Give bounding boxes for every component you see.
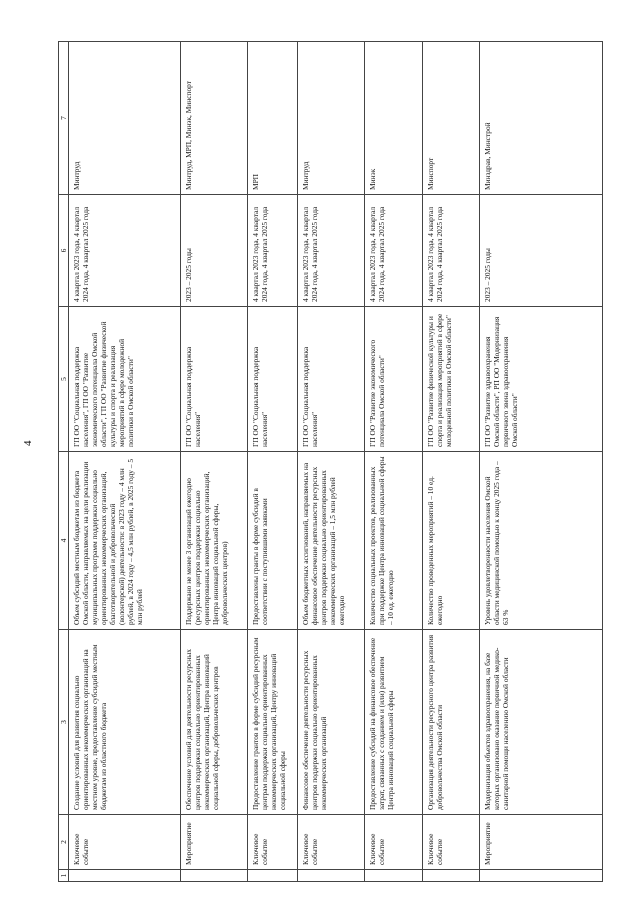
table-cell: Поддержано не менее 3 организаций ежегодно (ресурсных центров поддержки социально ориентированных некоммерческих организаций, Центра инноваций социальной сферы, добровольческих центров)	[181, 452, 248, 630]
table-cell: 4 квартал 2023 года, 4 квартал 2024 года, 4 квартал 2025 года	[298, 195, 365, 307]
table-cell: ГП ОО "Социальная поддержка населения"	[181, 307, 248, 452]
table-cell	[69, 870, 181, 882]
table-row	[480, 42, 603, 882]
table-cell	[248, 870, 298, 882]
table-row	[69, 42, 181, 882]
rotated-table-container	[58, 42, 603, 882]
table-cell: Ключевое событие	[69, 815, 181, 870]
table-cell: Минспорт	[423, 42, 480, 195]
table-cell: МРП	[248, 42, 298, 195]
table-cell: 4 квартал 2023 года, 4 квартал 2024 года, 4 квартал 2025 года	[365, 195, 423, 307]
table-row	[423, 42, 480, 882]
table-cell: Организация деятельности ресурсного центра развития добровольчества Омской области	[423, 630, 480, 815]
table-cell: Минэк	[365, 42, 423, 195]
table-cell: Ключевое событие	[423, 815, 480, 870]
table-cell	[181, 870, 248, 882]
table-cell: Уровень удовлетворенности населения Омской области медицинской помощью к концу 2025 года – 63 %	[480, 452, 603, 630]
table-cell: Количество социальных проектов, реализованных при поддержке Центра инноваций социальной сферы – 10 ед. ежегодно	[365, 452, 423, 630]
table-cell	[480, 870, 603, 882]
header-cell: 6	[59, 195, 69, 307]
table-cell: Предоставлены гранты в форме субсидий в соответствии с поступившими заявками	[248, 452, 298, 630]
table-cell: ГП ОО "Развитие физической культуры и спорта и реализация мероприятий в сфере молодежной политики в Омской области"	[423, 307, 480, 452]
table-cell: Объем субсидий местным бюджетам из бюджета Омской области, направляемых на цели реализации муниципальных программ поддержки социально ориентированных некоммерческих организаций, благотворительной и добровольческой (волонтерской) деятельности: в 2023 году – 4 млн рублей, в 2024 году – 4,5 млн рублей, в 2025 году – 5 млн рублей	[69, 452, 181, 630]
plan-table	[58, 41, 603, 882]
table-cell: Минтруд	[298, 42, 365, 195]
table-cell: Финансовое обеспечение деятельности ресурсных центров поддержки социально ориентированных некоммерческих организаций	[298, 630, 365, 815]
table-cell	[423, 870, 480, 882]
header-cell: 5	[59, 307, 69, 452]
page-number: 4	[22, 440, 34, 446]
table-cell: Минтруд	[69, 42, 181, 195]
table-cell: 2023 – 2025 годы	[480, 195, 603, 307]
table-cell: Создание условий для развития социально ориентированных некоммерческих организаций на местном уровне, предоставление субсидий местным бюджетам из областного бюджета	[69, 630, 181, 815]
table-cell: Минздрав, Минстрой	[480, 42, 603, 195]
header-cell: 4	[59, 452, 69, 630]
table-cell	[298, 870, 365, 882]
header-row	[59, 42, 69, 882]
header-cell: 7	[59, 42, 69, 195]
table-cell: Обеспечение условий для деятельности ресурсных центров поддержки социально ориентированных некоммерческих организаций, Центра инноваций социальной сферы, добровольческих центров	[181, 630, 248, 815]
table-cell: ГП ОО "Развитие экономического потенциала Омской области"	[365, 307, 423, 452]
table-row	[181, 42, 248, 882]
table-cell: ГП ОО "Социальная поддержка населения"	[298, 307, 365, 452]
table-cell: Мероприятие	[181, 815, 248, 870]
table-cell	[365, 870, 423, 882]
table-row	[298, 42, 365, 882]
table-cell: 2023 – 2025 годы	[181, 195, 248, 307]
table-cell: Минтруд, МРП, Минэк, Минспорт	[181, 42, 248, 195]
table-cell: Объем бюджетных ассигнований, направляемых на финансовое обеспечение деятельности ресурсных центров поддержки социально ориентированных некоммерческих организаций – 1,5 млн рублей ежегодно	[298, 452, 365, 630]
table-cell: Ключевое событие	[298, 815, 365, 870]
table-cell: 4 квартал 2023 года, 4 квартал 2024 года, 4 квартал 2025 года	[423, 195, 480, 307]
table-cell: Модернизация объектов здравоохранения, на базе которых организовано оказание первичной медико-санитарной помощи населению Омской области	[480, 630, 603, 815]
table-row	[365, 42, 423, 882]
table-cell: ГП ОО "Социальная поддержка населения"	[248, 307, 298, 452]
header-cell: 2	[59, 815, 69, 870]
header-cell: 3	[59, 630, 69, 815]
table-cell: 4 квартал 2023 года, 4 квартал 2024 года, 4 квартал 2025 года	[69, 195, 181, 307]
table-cell: Ключевое событие	[248, 815, 298, 870]
table-cell: 4 квартал 2023 года, 4 квартал 2024 года, 4 квартал 2025 года	[248, 195, 298, 307]
table-cell: Ключевое событие	[365, 815, 423, 870]
table-row	[248, 42, 298, 882]
table-cell: Предоставление субсидий на финансовое обеспечение затрат, связанных с созданием и (или) развитием Центра инноваций социальной сферы	[365, 630, 423, 815]
table-cell: Количество проведенных мероприятий – 10 ед. ежегодно	[423, 452, 480, 630]
table-cell: Мероприятие	[480, 815, 603, 870]
table-cell: ГП ОО "Развитие здравоохранения Омской области", РП ОО "Модернизация первичного звена здравоохранения Омской области"	[480, 307, 603, 452]
table-cell: ГП ОО "Социальная поддержка населения", ГП ОО "Развитие экономического потенциала Омской области", ГП ОО "Развитие физической культуры и спорта и реализация мероприятий в сфере молодежной политики в Омской области"	[69, 307, 181, 452]
header-cell: 1	[59, 870, 69, 882]
table-cell: Предоставление грантов в форме субсидий ресурсным центрам поддержки социально ориентированных некоммерческих организаций, Центру инноваций социальной сферы	[248, 630, 298, 815]
